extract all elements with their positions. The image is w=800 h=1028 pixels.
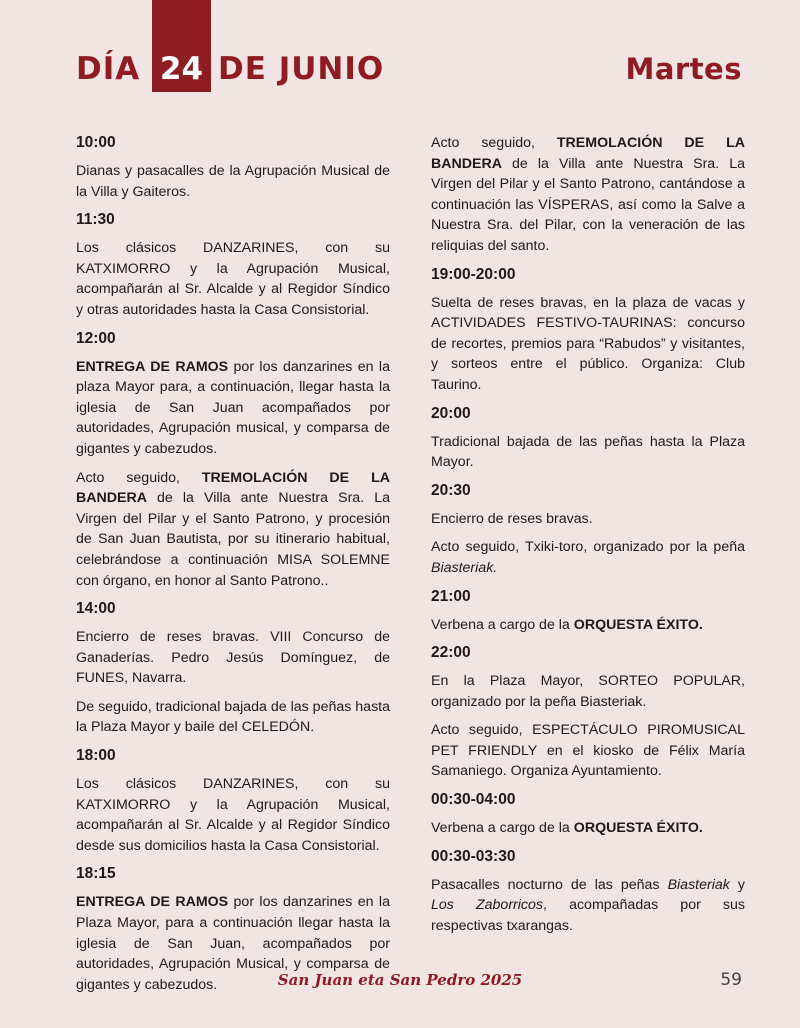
text-run: de la Villa ante Nuestra Sra. La Virgen del Pilar y el Santo Patrono, cantándose a continuación las VÍSPERAS, así como la Salve a Nuestra Sra. del Pilar, con la veneración de las reliquias del santo. (431, 155, 745, 254)
event-description (76, 161, 390, 202)
event-description (431, 818, 745, 839)
bold-text: ENTREGA DE RAMOS (76, 894, 229, 911)
header-weekday: Martes (625, 52, 742, 86)
event-description (76, 238, 390, 320)
text-run: Pasacalles nocturno de las peñas (431, 876, 668, 893)
event-description (431, 509, 745, 530)
event-description (76, 357, 390, 460)
event-description (431, 133, 745, 257)
bold-text: ENTREGA DE RAMOS (76, 358, 229, 375)
event-description (76, 627, 390, 689)
text-run: Suelta de reses bravas, en la plaza de vacas y ACTIVIDADES FESTIVO-TAURINAS: concurso de recortes, premios para “Rabudos” y visitantes, y sorteos entre el público. Organiza: Club Taurino. (431, 294, 745, 393)
event-time: 22:00 (431, 644, 471, 662)
text-run: Los clásicos DANZARINES, con su KATXIMORRO y la Agrupación Musical, acompañarán al Sr. Alcalde y al Regidor Síndico y otras autoridades hasta la Casa Consistorial. (76, 240, 390, 318)
event-description (431, 875, 745, 937)
italic-text: Biasteriak (667, 876, 730, 893)
right-column (431, 133, 745, 944)
event-time: 18:15 (76, 865, 116, 883)
event-time: 14:00 (76, 600, 116, 618)
page-header (0, 0, 800, 100)
event-description (431, 615, 745, 636)
text-run: Dianas y pasacalles de la Agrupación Musical de la Villa y Gaiteros. (76, 163, 390, 200)
event-description (431, 671, 745, 712)
text-run: y (729, 876, 745, 893)
text-run: Los clásicos DANZARINES, con su KATXIMORRO y la Agrupación Musical, acompañarán al Sr. Alcalde y al Regidor Síndico desde sus domicilios hasta la Casa Consistorial. (76, 776, 390, 854)
event-time: 00:30-04:00 (431, 791, 516, 809)
header-day-number: 24 (159, 51, 204, 87)
event-description (431, 432, 745, 473)
text-run: por los danzarines en la Plaza Mayor, para a continuación llegar hasta la iglesia de San Juan, acompañados por autoridades, Agrupación Musical, y comparsa de gigantes y cabezudos. (76, 894, 390, 993)
italic-text: Los Zaborricos (431, 897, 544, 914)
event-description (76, 774, 390, 856)
text-run: Verbena a cargo de la (431, 820, 574, 837)
event-description (431, 720, 745, 782)
text-run: Tradicional bajada de las peñas hasta la Plaza Mayor. (431, 433, 745, 471)
text-run: Acto seguido, Txiki-toro, organizado por la peña (431, 539, 745, 556)
bold-text: ORQUESTA ÉXITO. (573, 616, 703, 633)
text-run: , acompañadas por sus respectivas txarangas. (431, 897, 745, 934)
text-run: De seguido, tradicional bajada de las peñas hasta la Plaza Mayor y baile del CELEDÓN. (76, 698, 390, 736)
page-number: 59 (720, 970, 742, 990)
text-run: En la Plaza Mayor, SORTEO POPULAR, organizado por la peña Biasteriak. (431, 673, 745, 710)
text-run: Acto seguido, ESPECTÁCULO PIROMUSICAL PET FRIENDLY en el kiosko de Félix María Samaniego. Organiza Ayuntamiento. (431, 722, 745, 780)
event-time: 20:30 (431, 481, 471, 499)
event-time: 19:00-20:00 (431, 265, 516, 283)
bold-text: ORQUESTA ÉXITO. (573, 820, 703, 837)
header-dia: DÍA (76, 51, 141, 87)
event-time: 21:00 (431, 587, 471, 605)
left-column (76, 133, 390, 1003)
header-month: DE JUNIO (218, 51, 385, 87)
italic-text: Biasteriak. (431, 559, 498, 576)
text-run: Verbena a cargo de la (431, 616, 574, 633)
text-run: de la Villa ante Nuestra Sra. La Virgen del Pilar y el Santo Patrono, y procesión de San Juan Bautista, por su itinerario habitual, celebrándose a continuación MISA SOLEMNE con órgano, en honor al Santo Patrono.. (76, 490, 390, 589)
event-description (431, 537, 745, 578)
text-run: Encierro de reses bravas. VIII Concurso de Ganaderías. Pedro Jesús Domínguez, de FUNES, Navarra. (76, 629, 390, 687)
event-time: 18:00 (76, 747, 116, 765)
event-time: 20:00 (431, 404, 471, 422)
event-description (431, 293, 745, 396)
event-description (76, 468, 390, 592)
footer-title: San Juan eta San Pedro 2025 (277, 971, 523, 989)
text-run: Acto seguido, (76, 469, 202, 486)
event-time: 11:30 (76, 211, 115, 229)
text-run: Acto seguido, (431, 135, 557, 151)
event-description (76, 697, 390, 738)
text-run: por los danzarines en la plaza Mayor para, a continuación, llegar hasta la iglesia de San Juan acompañados por autoridades, Agrupación musical, y comparsa de gigantes y cabezudos. (76, 358, 390, 457)
bold-text: TREMOLACIÓN DE LA BANDERA (76, 469, 390, 507)
event-time: 00:30-03:30 (431, 847, 516, 865)
event-time: 10:00 (76, 134, 116, 151)
event-time: 12:00 (76, 329, 116, 347)
bold-text: TREMOLACIÓN DE LA BANDERA (431, 135, 745, 172)
text-run: Encierro de reses bravas. (431, 510, 593, 527)
